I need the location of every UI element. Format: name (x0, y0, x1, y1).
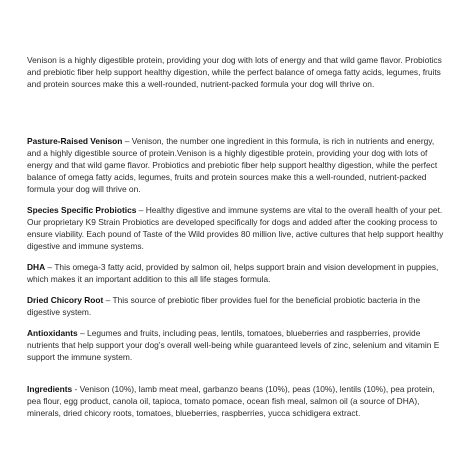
section-antioxidants (27, 327, 447, 363)
ingredients-paragraph (27, 383, 447, 419)
section-pasture-raised-venison (27, 135, 447, 195)
section-dha (27, 261, 447, 285)
section-term: Dried Chicory Root (27, 295, 104, 305)
ingredients-text: - Venison (10%), lamb meat meal, garbanzo beans (10%), peas (10%), lentils (10%), pea protein, pea flour, egg product, canola oil, tapioca, tomato pomace, ocean fish meal, salmon oil (a source of DHA), minerals, dried chicory roots, tomatoes, blueberries, raspberries, yucca schidigera extract. (27, 384, 435, 418)
section-term: Antioxidants (27, 328, 78, 338)
intro-paragraph: Venison is a highly digestible protein, providing your dog with lots of energy and that wild game flavor. Probiotics and prebiotic fiber help support healthy digestion, while the perfect balance of omega fatty acids, legumes, fruits and protein sources make this a well-rounded, nutrient-packed formula your dog will thrive on. (27, 55, 442, 89)
section-text: – This omega-3 fatty acid, provided by salmon oil, helps support brain and vision development in puppies, which makes it an important addition to this all life stages formula. (27, 262, 439, 284)
section-text: – Healthy digestive and immune systems are vital to the overall health of your pet. Our proprietary K9 Strain Probiotics are developed specifically for dogs and added after the cooking process to ensure viability. Each pound of Taste of the Wild provides 80 million live, active cultures that help support healthy digestive and immune systems. (27, 205, 444, 251)
section-text: – Venison, the number one ingredient in this formula, is rich in nutrients and energy, and a highly digestible source of protein.Venison is a highly digestible protein, providing your dog with lots of energy and that wild game flavor. Probiotics and prebiotic fiber help support healthy digestion, while the perfect balance of omega fatty acids, legumes, fruits and protein sources make this a well-rounded, nutrient-packed formula your dog will thrive on. (27, 136, 438, 194)
ingredients-term: Ingredients (27, 384, 73, 394)
section-text: – Legumes and fruits, including peas, lentils, tomatoes, blueberries and raspberries, provide nutrients that help support your dog’s overall well-being while guaranteed levels of zinc, selenium and vitamin E support the immune system. (27, 328, 440, 362)
section-text: – This source of prebiotic fiber provides fuel for the beneficial probiotic bacteria in the digestive system. (27, 295, 421, 317)
section-species-specific-probiotics (27, 204, 447, 252)
section-term: DHA (27, 262, 46, 272)
section-dried-chicory-root (27, 294, 447, 318)
product-description (27, 54, 447, 428)
section-term: Species Specific Probiotics (27, 205, 137, 215)
section-term: Pasture-Raised Venison (27, 136, 123, 146)
